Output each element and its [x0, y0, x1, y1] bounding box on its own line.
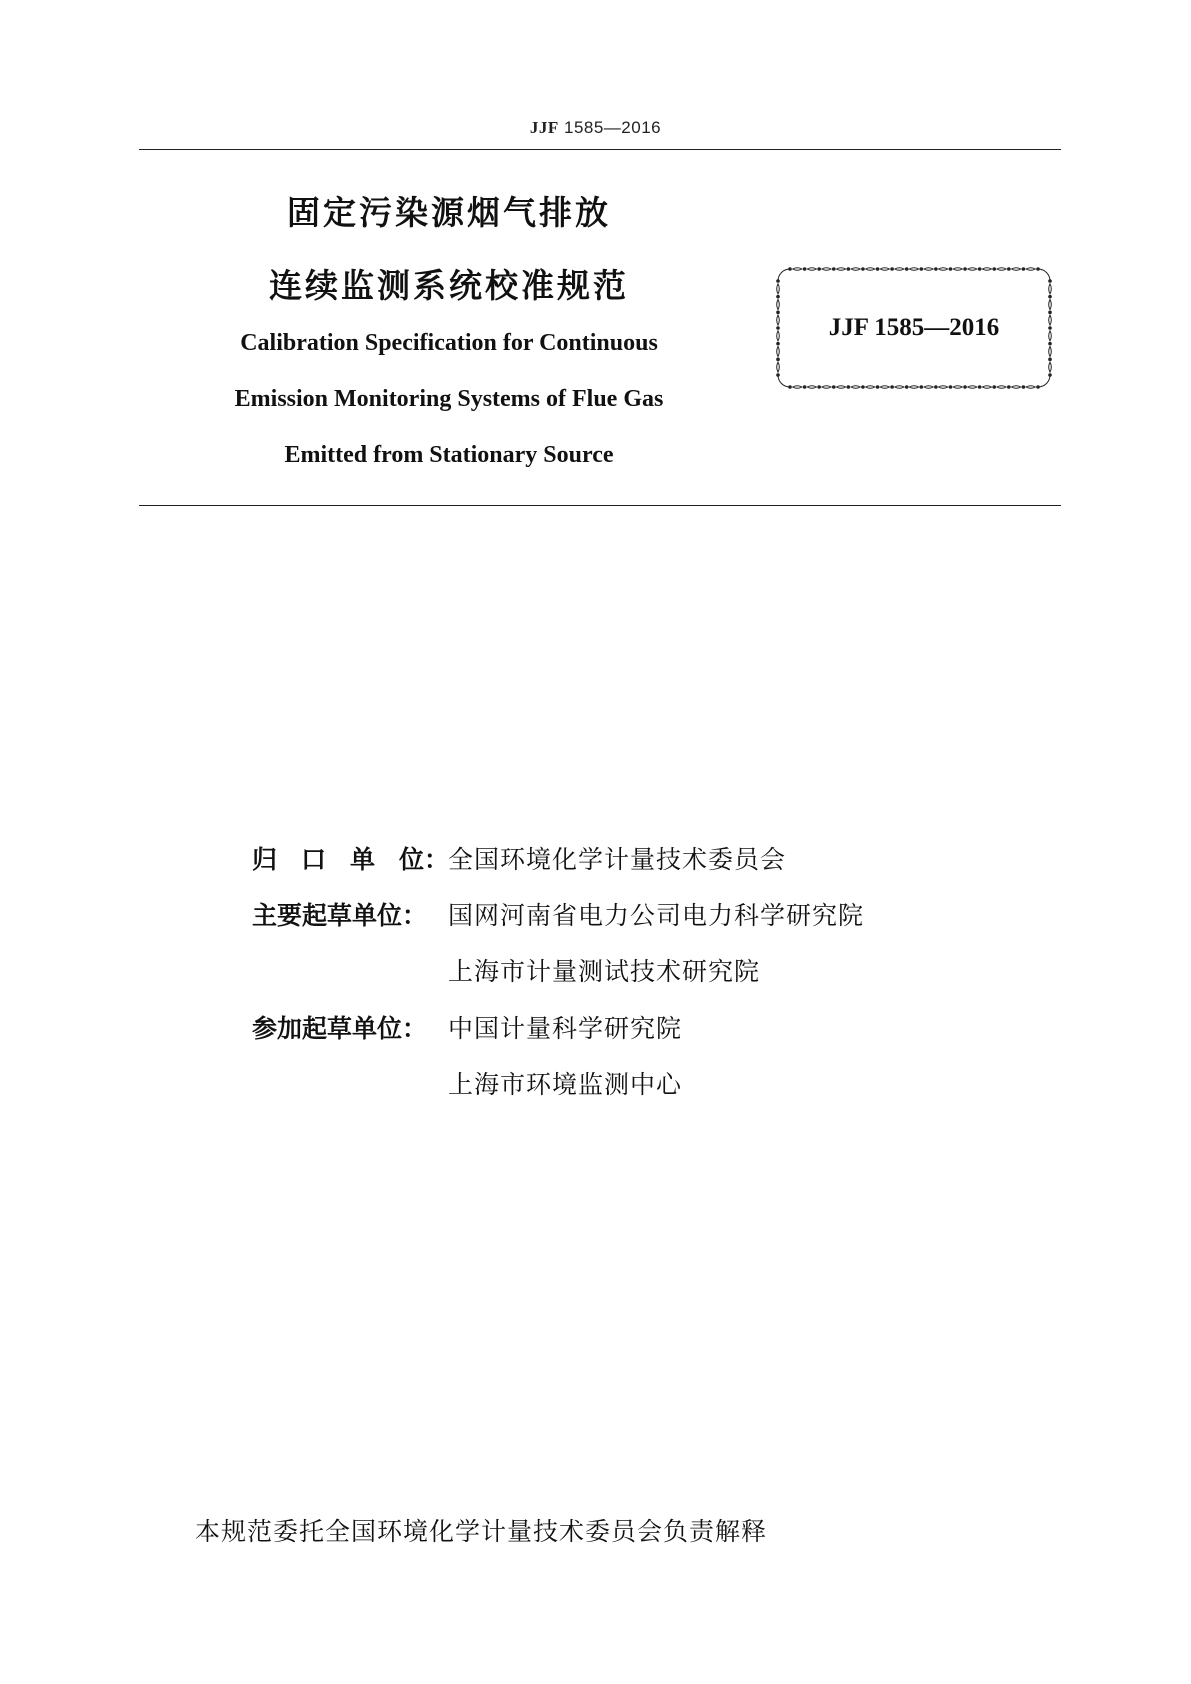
participating-drafting-label-text: 参加起草单位	[252, 1014, 403, 1043]
responsible-unit-value: 全国环境化学计量技术委员会	[448, 845, 787, 874]
standard-code-text: JJF 1585—2016	[828, 314, 1000, 341]
bottom-divider	[139, 505, 1061, 506]
interpretation-note: 本规范委托全国环境化学计量技术委员会负责解释	[195, 1517, 768, 1546]
responsible-label-char: 位	[399, 845, 425, 874]
header-code-number: 1585—2016	[563, 118, 662, 137]
responsible-label-char: 单	[350, 845, 376, 874]
participating-drafting-value-1: 中国计量科学研究院	[448, 1014, 683, 1043]
main-drafting-label-colon: ：	[402, 901, 428, 930]
main-drafting-label-text: 主要起草单位	[252, 901, 403, 930]
main-drafting-value-1: 国网河南省电力公司电力科学研究院	[448, 901, 865, 930]
title-cn-line2: 连续监测系统校准规范	[269, 266, 629, 305]
main-drafting-label	[252, 896, 448, 932]
title-en-line3: Emitted from Stationary Source	[284, 442, 614, 468]
participating-drafting-value-2: 上海市环境监测中心	[448, 1070, 683, 1099]
main-drafting-value-2: 上海市计量测试技术研究院	[448, 957, 761, 986]
responsible-unit-label	[252, 840, 448, 876]
header-standard-code	[0, 118, 1191, 138]
participating-drafting-label-colon: ：	[402, 1014, 428, 1043]
header-code-prefix: JJF	[529, 118, 559, 137]
title-en-line1: Calibration Specification for Continuous	[240, 330, 658, 356]
title-en-line2: Emission Monitoring Systems of Flue Gas	[234, 386, 664, 412]
responsible-label-char: 归	[252, 845, 278, 874]
title-cn-line1: 固定污染源烟气排放	[287, 193, 611, 232]
participating-drafting-label	[252, 1009, 448, 1045]
top-divider	[139, 149, 1061, 150]
responsible-label-char: 口	[301, 845, 327, 874]
responsible-label-colon: ：	[424, 845, 450, 874]
